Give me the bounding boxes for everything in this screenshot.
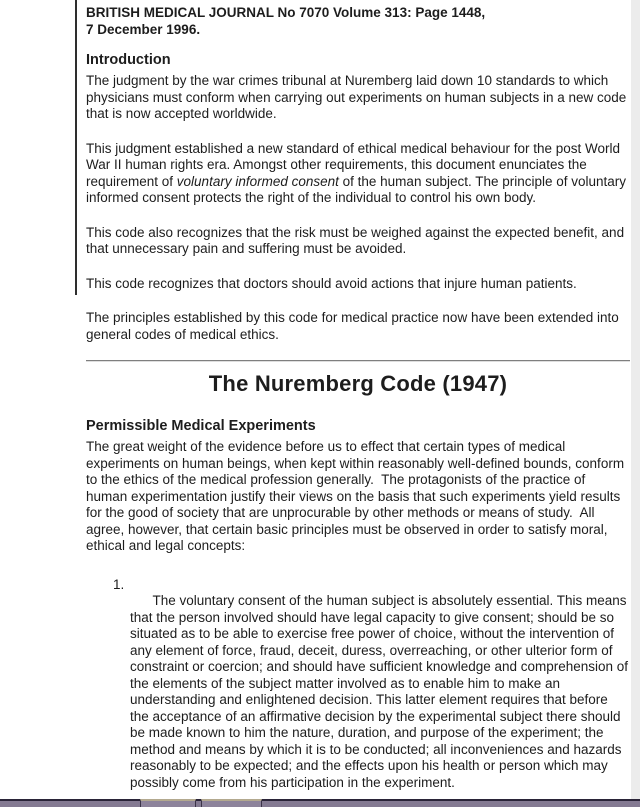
- list-item-1-text: The voluntary consent of the human subject is absolutely essential. This means that the person involved should have legal capacity to give consent; should be so situated as to be able to exercise free power of choice, without the intervention of any element of force, fraud, deceit, duress, overreaching, or other ulterior form of constraint or coercion; and should have sufficient knowledge and comprehension of the elements of the subject matter involved as to enable him to make an understanding and enlightened decision. This latter element requires that before the acceptance of an affirmative decision by the experimental subject there should be made known to him the nature, duration, and purpose of the experiment; the method and means by which it is to be conducted; all inconveniences and hazards reasonably to be expected; and the effects upon his health or person which may possibly come from his participation in the experiment.: [130, 593, 632, 790]
- list-item-1: [86, 577, 630, 808]
- paragraph-risk-benefit: This code also recognizes that the risk must be weighed against the expected benefit, and that unnecessary pain and suffering must be avoided.: [86, 224, 628, 256]
- taskbar-button[interactable]: [201, 799, 262, 807]
- page-right-edge: [631, 0, 640, 807]
- principles-list: [86, 577, 630, 808]
- document-page: [86, 0, 630, 808]
- italic-phrase-voluntary-informed-consent: voluntary informed consent: [176, 173, 339, 189]
- taskbar-button[interactable]: [140, 799, 196, 807]
- paragraph-great-weight-evidence: The great weight of the evidence before us to effect that certain types of medical experiments on human beings, when kept within reasonably well-defined bounds, conform to the ethics of the medical profession generally. The protagonists of the practice of human experimentation justify their views on the basis that such experiments yield results for the good of society that are unprocurable by other methods or means of study. All agree, however, that certain basic principles must be observed in order to satisfy moral, ethical and legal concepts:: [86, 439, 628, 553]
- paragraph-informed-consent: [86, 141, 630, 207]
- horizontal-rule: [86, 360, 630, 362]
- paragraph-judgment-standards: The judgment by the war crimes tribunal at Nuremberg laid down 10 standards to which physicians must conform when carrying out experiments on human subjects in a new code that is now accepted worldwide.: [86, 73, 631, 121]
- taskbar-edge: [0, 799, 640, 807]
- paragraph-avoid-injury: This code recognizes that doctors should avoid actions that injure human patients.: [86, 275, 577, 291]
- paragraph-text: of the human subject. The principle of voluntary informed consent protects the right of the individual to control his own body.: [86, 173, 630, 205]
- document-title: The Nuremberg Code (1947): [208, 371, 508, 396]
- section-heading-permissible-experiments: Permissible Medical Experiments: [86, 418, 316, 434]
- list-item-1-number: 1.: [113, 576, 125, 592]
- journal-citation: BRITISH MEDICAL JOURNAL No 7070 Volume 313: Page 1448, 7 December 1996.: [86, 5, 486, 37]
- paragraph-text: This judgment established a new standard of ethical medical behaviour for the post World War II human rights era. Amongst other requirements, this document enunciates the requirement of: [86, 140, 624, 189]
- left-border-rule: [75, 0, 77, 295]
- paragraph-extended-codes: The principles established by this code for medical practice now have been extended into general codes of medical ethics.: [86, 310, 623, 342]
- intro-heading: Introduction: [86, 52, 171, 68]
